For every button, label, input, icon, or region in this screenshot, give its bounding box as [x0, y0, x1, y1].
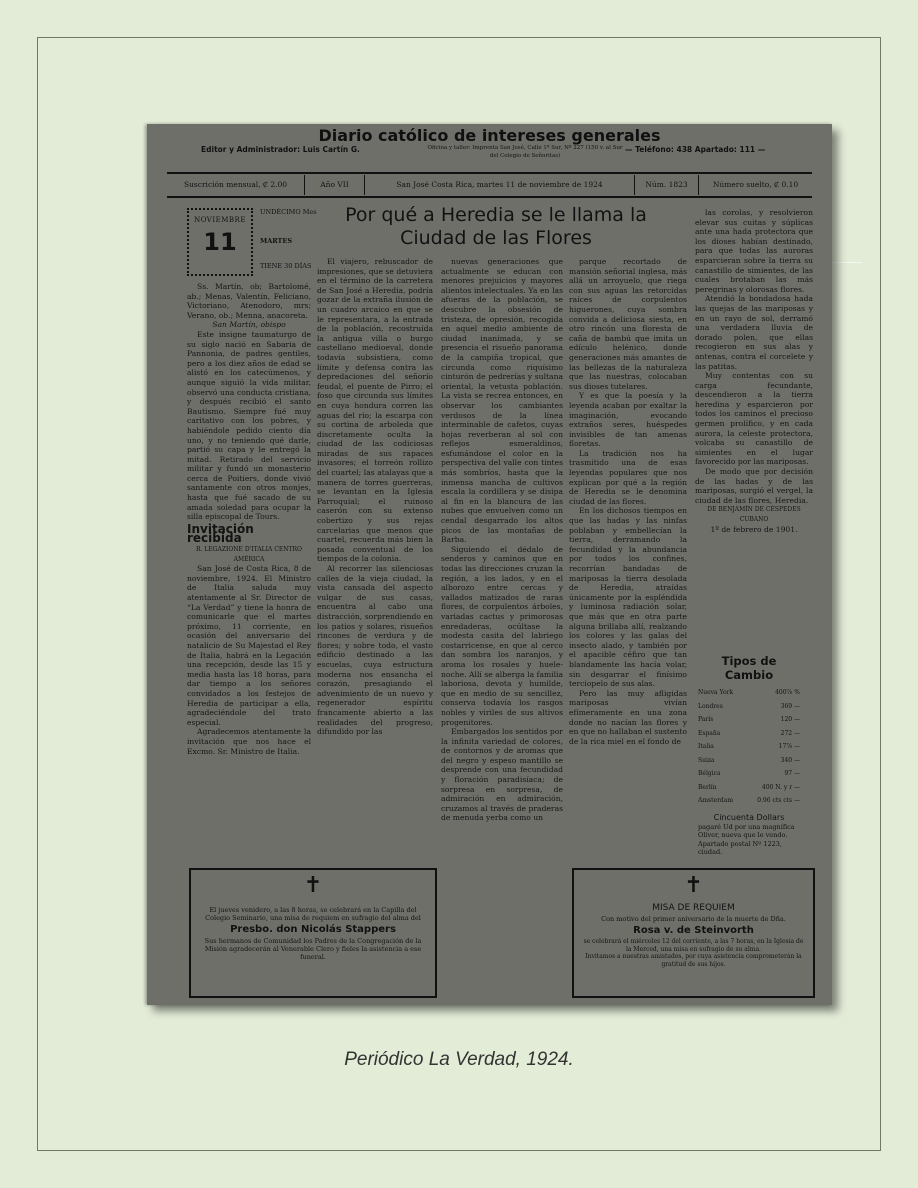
rate-place: Suiza: [698, 756, 715, 764]
rate-place: Bélgica: [698, 770, 721, 777]
calendar-month: NOVIEMBRE: [194, 216, 246, 224]
calendar-day: 11: [203, 228, 237, 256]
rate-value: 369 —: [780, 702, 800, 710]
obituary-name: Presbo. don Nicolás Stappers: [230, 924, 396, 935]
rate-value: 400 N. y r —: [761, 783, 800, 791]
editor-line: Editor y Administrador: Luis Cartín G.: [201, 145, 360, 154]
saint-body: Este insigne taumaturgo de su siglo nació en Sabaria de Pannonia, de padres gentiles, pero a los diez años de edad se alistó en los catecúmenos, y aunque siguió la vida militar, observó una conducta cristiana, y después recibió el santo Bautismo. Siempre fué muy caritativo con los pobres, y habiéndole pedido ciento día uno, y no teniendo qué darle, partió su capa y le entregó la mitad. Retirado del servicio militar y fundó un monasterio cerca de Poitiers, donde vivió santamente con otros monjes, hasta que fué sacado de su amada soledad para ocupar la silla episcopal de Tours.: [187, 329, 311, 522]
rate-row: [698, 781, 800, 795]
rate-place: España: [698, 729, 721, 737]
invitation-title: Invitación recibida: [187, 521, 254, 546]
rate-row: [698, 713, 800, 727]
reward-text: pagaré Ud por una magnífica Oliver, nueva que le vendo. Apartado postal Nº 1223, ciudad.: [698, 822, 795, 856]
article-date: 1º de febrero de 1901.: [710, 524, 798, 534]
rule: [167, 196, 812, 198]
reward-title: Cincuenta Dollars: [713, 812, 785, 822]
days-left: TIENE 30 DÍAS: [260, 262, 312, 270]
rate-place: Londres: [698, 702, 723, 710]
rate-value: 272 —: [780, 729, 800, 737]
image-caption: Periódico La Verdad, 1924.: [344, 1049, 574, 1070]
saints-text: Ss. Martín, ob; Bartolomé, ab.; Menas, Valentín, Feliciano, Victoriano, Atenodoro, mrs; Verano, ob.; Menna, anacoreta.: [187, 282, 311, 320]
rate-value: 17⅞ —: [778, 743, 800, 750]
paragraph: Atendió la bondadosa hada las quejas de las mariposas y en un rayo de sol, derramó una verdadera lluvia de dorado polen, que ellas recogieron en sus alas y antenas, contra el corcelete y las patitas.: [695, 294, 813, 371]
saint-title: San Martín, obispo: [212, 320, 286, 330]
calendar-box: [187, 208, 253, 276]
rate-row: [698, 686, 800, 700]
article-column-2: [441, 257, 563, 823]
paragraph: Y es que la poesía y la leyenda acaban por exaltar la imaginación, evocando extraños seres, huéspedes invisibles de tan amenas floretas.: [569, 391, 687, 449]
rate-value: 340 —: [780, 756, 800, 764]
price: Número suelto, ₡ 0.10: [712, 180, 799, 189]
invitation-body: San José de Costa Rica, 8 de noviembre, 1924. El Ministro de Italia saluda muy atentamente al Sr. Director de “La Verdad” y tiene la honra de comunicarle que el martes próximo, 11 corriente, en ocasión del aniversario del natalicio de Su Majestad el Rey de Italia, habrá en la Legación una recepción, desde las 15 y media hasta las 18 horas, para dar tiempo a los señores convidados a los festejos de Heredia de participar a ella, agradeciéndole del trato especial.: [187, 564, 311, 727]
year: Año VII: [305, 175, 365, 195]
invitation-from: R. LEGAZIONE D'ITALIA CENTRO AMÉRICA: [196, 546, 302, 563]
rate-place: Berlín: [698, 783, 717, 791]
rate-row: [698, 727, 800, 741]
newspaper-title: Diario católico de intereses generales: [318, 126, 661, 145]
rate-row: [698, 700, 800, 714]
obituary-footer: Sus hermanos de Comunidad los Padres de la Congregación de la Misión agradecerán al Venerable Clero y fieles la asistencia a ese funeral.: [204, 937, 422, 961]
masthead: [147, 124, 832, 170]
rate-row: [698, 754, 800, 768]
invitation-reply: Agradecemos atentamente la invitación que nos hace el Excmo. Sr. Ministro de Italia.: [187, 727, 311, 756]
paragraph: Pero las muy afligidas mariposas vivían efímeramente en una zona donde no nacían las flores y en que no hallaban el sustento de la rica miel en el fondo de: [569, 688, 687, 746]
headline: Por qué a Heredia se le llama la Ciudad de las Flores: [345, 204, 647, 249]
rate-place: Nueva York: [698, 689, 734, 696]
requiem-heading: MISA DE REQUIEM: [652, 903, 735, 913]
rate-place: París: [698, 716, 714, 723]
paragraph: parque recortado de mansión señorial inglesa, más allá un arroyuelo, que riega con sus aguas las retorcidas raíces de corpulentos higuerones, cuya sombra convida a deliciosa siesta, en otro rincón una floresta de caña de bambú que imita un edículo helénico, donde generaciones más amantes de las bellezas de la naturaleza que las nuestras, colocaban sus dioses tutelares.: [569, 257, 687, 391]
paragraph: Siguiendo el dédalo de senderos y caminos que en todas las direcciones cruzan la región, a los lados, y en el alborozo entre cercas y vallados matizados de raras flores, de corpulentos árboles, variadas cactus y primorosas enredaderas, ocúltase la modesta casita del labriego costarricense, en que al cerco dan sombra los naranjos, y aroma los rosales y huele-noche. Allí se alberga la familia laboriosa, devota y humilde, que en medio de su sencillez, conserva todavía los rasgos nobles y viriles de sus altivos progenitores.: [441, 544, 563, 727]
requiem-text: se celebrará el miércoles 12 del corriente, a las 7 horas, en la Iglesia de la Merced, una misa en sufragio de su alma.: [583, 938, 804, 953]
exchange-title: Tipos de Cambio: [721, 654, 777, 682]
paragraph: Muy contentas con su carga fecundante, descendieron a la tierra heredina y esparcieron por todos los caminos el precioso germen prolífico, y en cada aurora, la celeste protectora, volcaba su canastillo de simientes en el lugar favorecido por las mariposas.: [695, 371, 813, 467]
article-column-1: [317, 257, 433, 737]
newspaper-photo: [147, 124, 832, 1005]
article-column-3: [569, 257, 687, 746]
rule: [167, 172, 812, 174]
issue-number: Núm. 1823: [635, 175, 699, 195]
rate-row: [698, 794, 800, 808]
weekday: MARTES: [260, 237, 293, 245]
paragraph: En los dichosos tiempos en que las hadas y las ninfas poblaban y embellecían la tierra, derramando la fecundidad y la abundancia por todos los confines, recorrían bandadas de mariposas la tierra desolada de Heredia, atraídas únicamente por la espléndida y luminosa radiación solar, que más que en otra parte alguna brillaba allí, realzando los colores y las galas del insecto alado, y también por el apacible céfiro que tan blandamente las hacía volar, sin desgarrar el finísimo terciopelo de sus alas.: [569, 506, 687, 689]
paragraph: las corolas, y resolvieron elevar sus cuitas y súplicas ante una hada protectora que los dioses habían destinado, para que todas las auroras esparcieran sobre la tierra su canastillo de simientes, de las cuales brotaban las más peregrinas y olorosas flores.: [695, 208, 813, 294]
requiem-name: Rosa v. de Steinvorth: [633, 925, 754, 936]
rate-place: Italia: [698, 743, 714, 750]
offices-line: Oficina y taller: Imprenta San José, Calle 1ª Sur, Nº 227 (150 v. al Sur del Colegio de Señoritas): [427, 145, 623, 159]
paragraph: Al recorrer las silenciosas calles de la vieja ciudad, la vista cansada del aspecto vulgar de sus casas, encuentra al cabo una distracción, sorprendiendo en los patios y solares, risueños rincones de verdura y de flores; y sobre todo, el vasto edificio destinado a las escuelas, cuya estructura moderna nos ensancha el corazón, presagiando el advenimiento de un nuevo y regenerador espíritu francamente abierto a las realidades del progreso, difundido por las: [317, 564, 433, 737]
signature: DE BENJAMÍN DE CÉSPEDES CUBANO: [707, 506, 801, 523]
left-column: [187, 282, 311, 756]
subscription: Suscrición mensual, ₡ 2.00: [167, 175, 305, 195]
month-order: UNDÉCIMO Mes: [260, 208, 317, 216]
rate-value: 97 —: [784, 770, 800, 777]
rate-value: 120 —: [780, 716, 800, 723]
requiem-footer: Invitamos a nuestras amistades, por cuya asistencia comprometerán la gratitud de sus hijos.: [585, 953, 802, 968]
obituary-left: [189, 868, 437, 998]
phone-line: — Teléfono: 438 Apartado: 111 —: [625, 145, 766, 154]
paragraph: nuevas generaciones que actualmente se educan con menores prejuicios y mayores alientos intelectuales. Ya en las afueras de la población, se descubre la obsesión de tristeza, de opresión, recogida en aquel medio ambiente de ciudad inanimada, y se presencia el risueño panorama de la campiña tropical, que circunda como riquísimo cinturón de pedrerías y sultana oriental, la vetusta población. La vista se recrea entonces, en observar los cambiantes verdosos de la línea interminable de cafetos, cuyas hojas reverberan al sol con reflejos esmeraldinos, esfumándose el color en la perspectiva del valle con tintes más sombríos, hasta que la inmensa mancha de cultivos escala la cordillera y se disipa al fin en la blancura de las nubes que envuelven como un cendal desgarrado los altos picos de las montañas de Barba.: [441, 257, 563, 545]
rate-value: 0.96 cts cts —: [757, 797, 800, 804]
requiem-subtitle: Con motivo del primer aniversario de la muerte de Dña.: [601, 915, 786, 923]
article-column-4: [695, 208, 813, 534]
paragraph: El viajero, rebuscador de impresiones, que se detuviera en el término de la carretera de San José a Heredia, podría gozar de la extraña ilusión de un cuadro arcaico en que se le representara, a la entrada de la población, recostruída la antigua villa o burgo castellano medioeval, donde todavía subsistiera, como límite y defensa contra las depredaciones del señorío feudal, el puente de Pirro; el foso que circunda sus límites en cuya hondura corren las aguas del río; la escarpa con su cortina de arboleda que discretamente oculta la ciudad de las codiciosas miradas de sus rapaces invasores; el torreón rollizo del cuartel; las atalayas que a manera de torres guerreras, se levantan en la Iglesia Parroquial; el ruinoso caserón con su extenso cobertizo y sus rejas carcelarias que menos que cuartel, recuerda más bien la posada conventual de los tiempos de la colonia.: [317, 257, 433, 564]
info-row: [167, 175, 812, 195]
paragraph: De modo que por decisión de las hadas y de las mariposas, surgió el vergel, la ciudad de las flores, Heredia.: [695, 467, 813, 505]
rate-row: [698, 767, 800, 781]
exchange-rates: [698, 655, 800, 857]
obituary-text: El jueves venidero, a las 8 horas, se celebrará en la Capilla del Colegio Seminario, una misa de requiem en sufragio del alma del: [205, 906, 421, 922]
dateline: San José Costa Rica, martes 11 de noviembre de 1924: [365, 175, 635, 195]
obituary-right: [572, 868, 815, 998]
rate-place: Amsterdam: [698, 797, 734, 804]
cross-icon: ✝: [684, 873, 703, 898]
cross-icon: ✝: [303, 873, 323, 898]
rate-value: 400⅞ %: [775, 689, 800, 696]
paragraph: Embargados los sentidos por la infinita variedad de colores, de contornos y de aromas que del negro y espeso mantillo se desprende con una fecundidad y floración paradisíaca; de sorpresa en sorpresa, de admiración en admiración, cruzamos al través de praderas de menuda yerba como un: [441, 727, 563, 823]
rate-row: [698, 740, 800, 754]
paragraph: La tradición nos ha trasmitido una de esas leyendas populares que nos explican por qué a la región de Heredia se le denomina ciudad de las flores.: [569, 448, 687, 506]
